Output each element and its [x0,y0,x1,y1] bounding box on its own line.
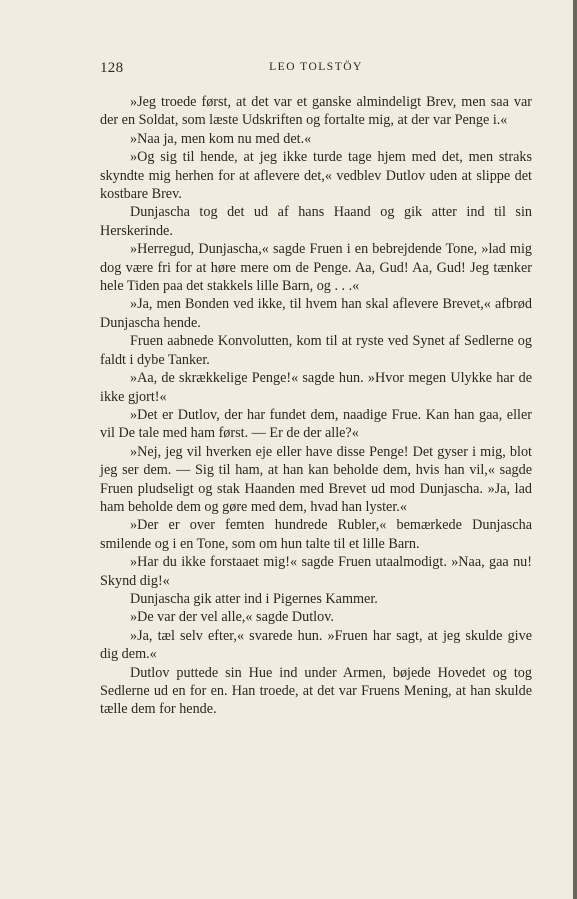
paragraph: »Herregud, Dunjascha,« sagde Fruen i en bebrejdende Tone, »lad mig dog være fri for at høre mere om de Penge. Aa, Gud! Aa, Gud! Jeg tænker hele Tiden paa det stakkels lille Barn, og . . .« [100,241,532,295]
paragraph: »Nej, jeg vil hverken eje eller have disse Penge! Det gyser i mig, blot jeg ser dem. — Sig til ham, at han kan beholde dem, hvis han vil,« sagde Fruen pludseligt og stak Haanden med Brevet ud mod Dunjascha. »Ja, lad ham beholde dem og gøre med dem, hvad han lyster.« [100,443,532,515]
paragraph: Fruen aabnede Konvolutten, kom til at ryste ved Synet af Sedlerne og faldt i dybe Tanker. [100,333,532,368]
paragraph: »Naa ja, men kom nu med det.« [130,130,312,147]
paragraph: »Aa, de skrækkelige Penge!« sagde hun. »Hvor megen Ulykke har de ikke gjort!« [100,370,532,405]
paragraph: »Det er Dutlov, der har fundet dem, naadige Frue. Kan han gaa, eller vil De tale med ham først. — Er de der alle?« [100,406,532,442]
page-edge [573,0,577,899]
paragraph: Dutlov puttede sin Hue ind under Armen, bøjede Hovedet og tog Sedlerne ud en for en. Han troede, at det var Fruens Mening, at han skulde tælle dem for hende. [100,664,532,718]
paragraph: »Har du ikke forstaaet mig!« sagde Fruen utaalmodigt. »Naa, gaa nu! Skynd dig!« [100,554,532,589]
page-header [100,60,532,80]
running-head: LEO TOLSTÖY [269,61,363,73]
paragraph: »Der er over femten hundrede Rubler,« bemærkede Dunjascha smilende og i en Tone, som om hun talte til et lille Barn. [100,517,532,552]
paragraph: »Jeg troede først, at det var et ganske almindeligt Brev, men saa var der en Soldat, som læste Udskriften og fortalte mig, at der var Penge i.« [100,94,532,129]
paragraph: Dunjascha tog det ud af hans Haand og gik atter ind til sin Herskerinde. [100,204,532,239]
paragraph: »Ja, tæl selv efter,« svarede hun. »Fruen har sagt, at jeg skulde give dig dem.« [100,627,532,663]
paragraph: »Ja, men Bonden ved ikke, til hvem han skal aflevere Brevet,« afbrød Dunjascha hende. [100,296,532,331]
paragraph: »De var der vel alle,« sagde Dutlov. [130,609,334,626]
paragraph: Dunjascha gik atter ind i Pigernes Kammer. [130,590,378,607]
paragraph: »Og sig til hende, at jeg ikke turde tage hjem med det, men straks skyndte mig herhen for at aflevere det,« vedblev Dutlov uden at slippe det kostbare Brev. [100,149,532,203]
body-text [100,93,532,719]
page-number: 128 [100,60,124,76]
